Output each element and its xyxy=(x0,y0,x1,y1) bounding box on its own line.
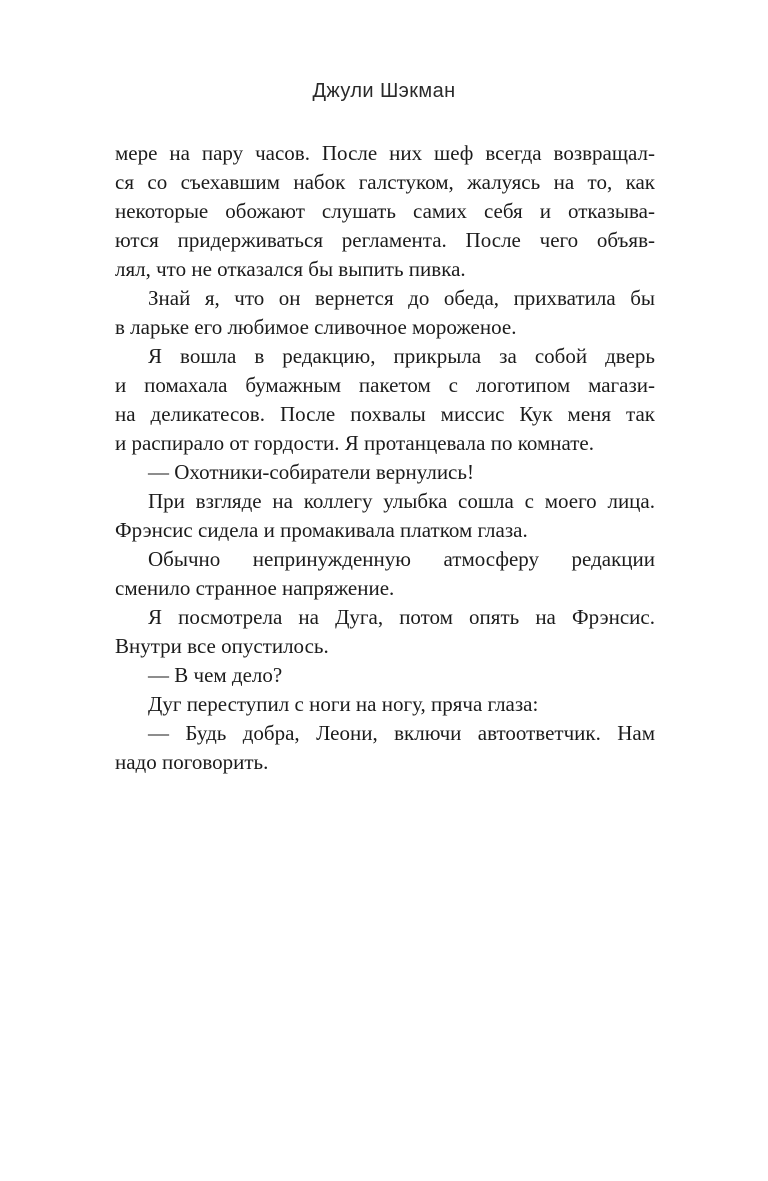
text-line: Внутри все опустилось. xyxy=(115,634,329,658)
text-line: надо поговорить. xyxy=(115,750,269,774)
text-line: При взгляде на коллегу улыбка сошла с моего лица. xyxy=(148,489,655,513)
text-line: в ларьке его любимое сливочное мороженое. xyxy=(115,315,517,339)
text-line: ся со съехавшим набок галстуком, жалуясь на то, как xyxy=(115,170,655,194)
text-line: мере на пару часов. После них шеф всегда возвращал- xyxy=(115,141,655,165)
text-line: и помахала бумажным пакетом с логотипом магази- xyxy=(115,373,655,397)
running-head: Джули Шэкман xyxy=(312,80,456,102)
text-line: Обычно непринужденную атмосферу редакции xyxy=(148,547,655,571)
text-line: Дуг переступил с ноги на ногу, пряча глаза: xyxy=(148,692,539,716)
text-line: Я вошла в редакцию, прикрыла за собой дверь xyxy=(148,344,655,368)
text-line: — Охотники-собиратели вернулись! xyxy=(148,460,474,484)
text-line: и распирало от гордости. Я протанцевала по комнате. xyxy=(115,431,594,455)
text-line: — Будь добра, Леони, включи автоответчик. Нам xyxy=(148,721,655,745)
text-line: Фрэнсис сидела и промакивала платком глаза. xyxy=(115,518,528,542)
text-line: Знай я, что он вернется до обеда, прихватила бы xyxy=(148,286,655,310)
body-text xyxy=(115,139,655,777)
text-line: лял, что не отказался бы выпить пивка. xyxy=(115,257,466,281)
text-line: — В чем дело? xyxy=(148,663,283,687)
text-line: ются придерживаться регламента. После чего объяв- xyxy=(115,228,655,252)
text-line: Я посмотрела на Дуга, потом опять на Фрэнсис. xyxy=(148,605,655,629)
text-line: некоторые обожают слушать самих себя и отказыва- xyxy=(115,199,655,223)
text-line: на деликатесов. После похвалы миссис Кук меня так xyxy=(115,402,655,426)
text-line: сменило странное напряжение. xyxy=(115,576,395,600)
